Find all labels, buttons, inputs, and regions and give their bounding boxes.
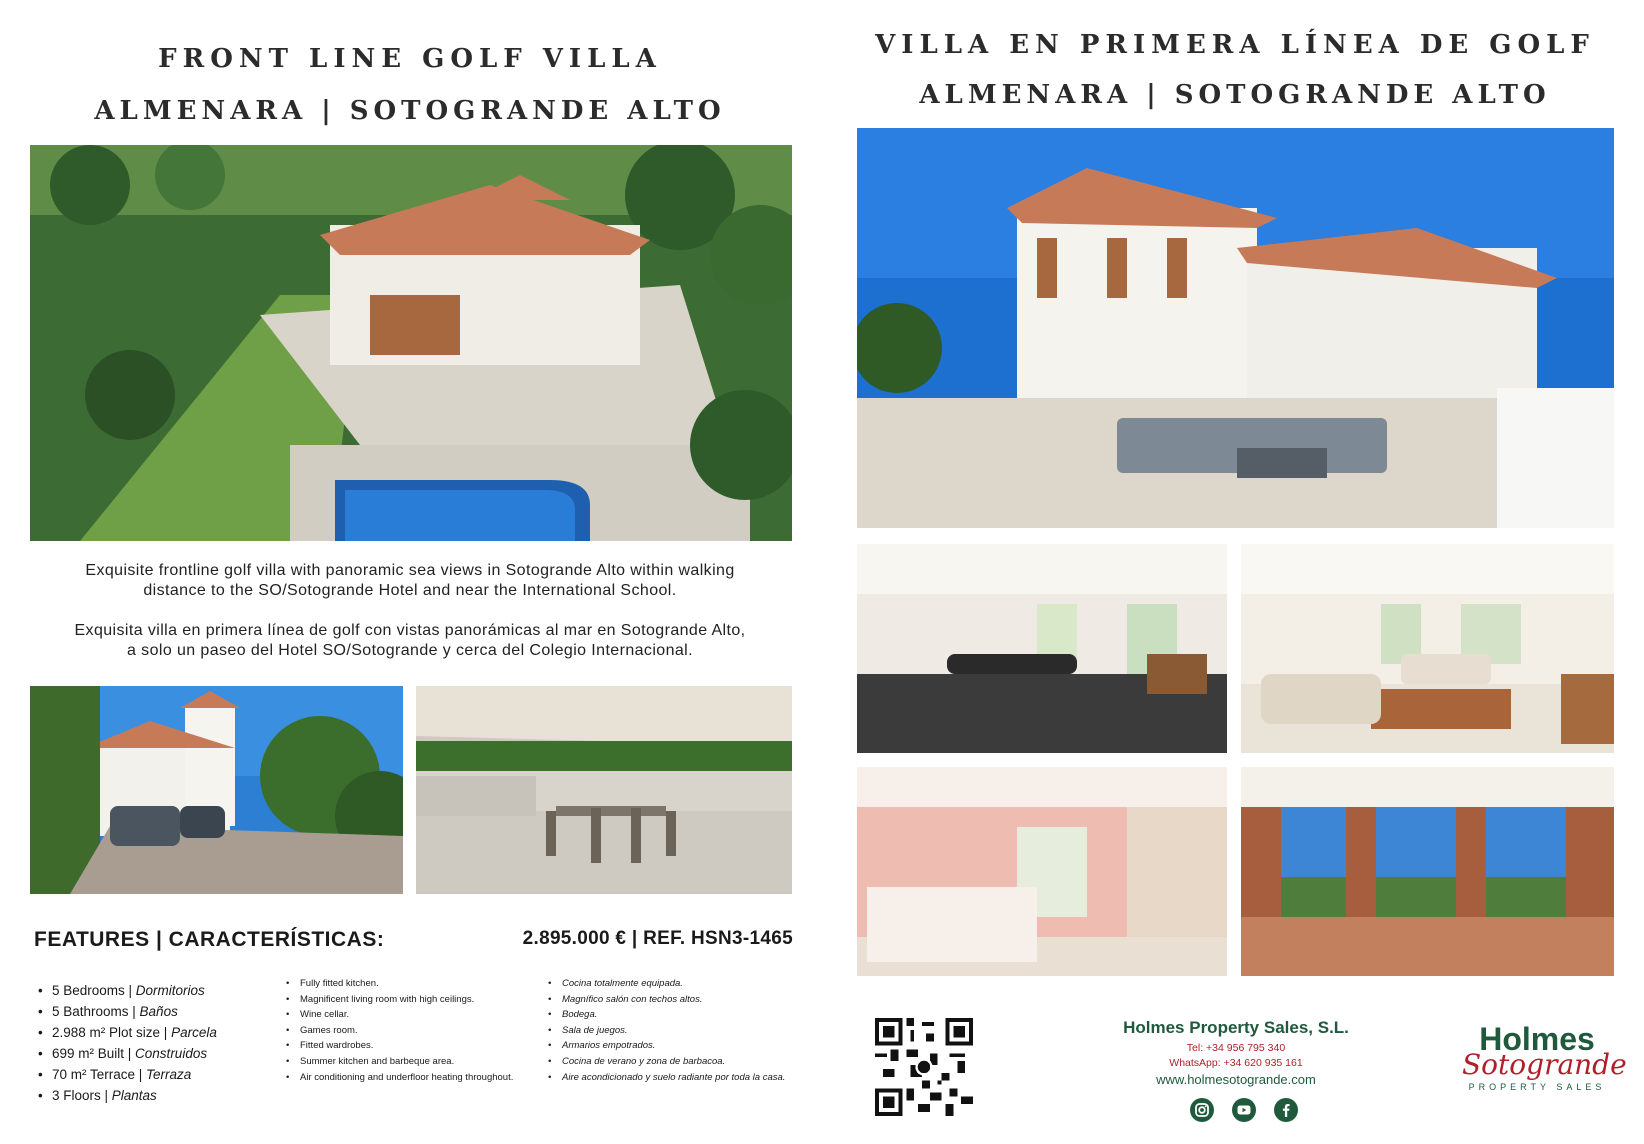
qr-code[interactable] bbox=[875, 1018, 973, 1116]
features-title: FEATURES | CARACTERÍSTICAS: bbox=[34, 928, 385, 951]
english-features-list bbox=[286, 976, 526, 1085]
list-item: • Cocina de verano y zona de barbacoa. bbox=[548, 1054, 788, 1070]
villa-exterior-photo bbox=[857, 128, 1614, 528]
bedroom-photo bbox=[857, 767, 1227, 976]
agency-whatsapp[interactable]: WhatsApp: +34 620 935 161 bbox=[1169, 1057, 1303, 1069]
price-ref: 2.895.000 € | REF. HSN3-1465 bbox=[522, 928, 793, 949]
list-item: • Fully fitted kitchen. bbox=[286, 976, 526, 992]
feature-built: • 699 m² Built | Construidos bbox=[38, 1043, 268, 1064]
youtube-icon[interactable] bbox=[1232, 1098, 1256, 1122]
instagram-icon[interactable] bbox=[1190, 1098, 1214, 1122]
feature-bedrooms: • 5 Bedrooms | Dormitorios bbox=[38, 980, 268, 1001]
holmes-sotogrande-logo bbox=[1462, 1021, 1627, 1102]
description-es-line1: Exquisita villa en primera línea de golf con vistas panorámicas al mar en Sotogrande Alto, bbox=[74, 622, 746, 639]
terrace-dining-photo bbox=[416, 686, 792, 894]
living-room-photo bbox=[1241, 544, 1614, 753]
list-item: • Air conditioning and underfloor heating throughout. bbox=[286, 1070, 526, 1086]
agency-website-link[interactable]: www.holmesotogrande.com bbox=[1156, 1072, 1316, 1087]
feature-plot: • 2.988 m² Plot size | Parcela bbox=[38, 1022, 268, 1043]
agency-name: Holmes Property Sales, S.L. bbox=[1123, 1018, 1349, 1037]
logo-line1: Holmes bbox=[1479, 1021, 1595, 1057]
title-en-line2: ALMENARA | SOTOGRANDE ALTO bbox=[94, 96, 726, 126]
main-features-list bbox=[38, 980, 268, 1106]
description-en-line2: distance to the SO/Sotogrande Hotel and near the International School. bbox=[143, 582, 677, 599]
arched-terrace-photo bbox=[1241, 767, 1614, 976]
agency-phone[interactable]: Tel: +34 956 795 340 bbox=[1186, 1042, 1286, 1054]
title-en-line1: FRONT LINE GOLF VILLA bbox=[158, 44, 662, 74]
list-item: • Armarios empotrados. bbox=[548, 1038, 788, 1054]
feature-bathrooms: • 5 Bathrooms | Baños bbox=[38, 1001, 268, 1022]
title-es-line1: VILLA EN PRIMERA LÍNEA DE GOLF bbox=[875, 30, 1595, 60]
feature-terrace: • 70 m² Terrace | Terraza bbox=[38, 1064, 268, 1085]
list-item: • Fitted wardrobes. bbox=[286, 1038, 526, 1054]
spanish-features-list bbox=[548, 976, 788, 1085]
facebook-icon[interactable] bbox=[1274, 1098, 1298, 1122]
list-item: • Sala de juegos. bbox=[548, 1023, 788, 1039]
logo-line3: PROPERTY SALES bbox=[1468, 1082, 1606, 1092]
description-en-line1: Exquisite frontline golf villa with panoramic sea views in Sotogrande Alto within walking bbox=[85, 562, 735, 579]
list-item: • Magnífico salón con techos altos. bbox=[548, 992, 788, 1008]
driveway-photo bbox=[30, 686, 403, 894]
list-item: • Bodega. bbox=[548, 1007, 788, 1023]
list-item: • Games room. bbox=[286, 1023, 526, 1039]
logo-line2: Sotogrande bbox=[1462, 1048, 1627, 1081]
description-en bbox=[30, 561, 790, 601]
title-es-line2: ALMENARA | SOTOGRANDE ALTO bbox=[919, 80, 1551, 110]
kitchen-dining-photo bbox=[857, 544, 1227, 753]
description-es bbox=[30, 621, 790, 661]
aerial-villa-photo bbox=[30, 145, 792, 541]
feature-floors: • 3 Floors | Plantas bbox=[38, 1085, 268, 1106]
list-item: • Magnificent living room with high ceilings. bbox=[286, 992, 526, 1008]
list-item: • Wine cellar. bbox=[286, 1007, 526, 1023]
list-item: • Aire acondicionado y suelo radiante por toda la casa. bbox=[548, 1070, 788, 1086]
list-item: • Summer kitchen and barbeque area. bbox=[286, 1054, 526, 1070]
list-item: • Cocina totalmente equipada. bbox=[548, 976, 788, 992]
description-es-line2: a solo un paseo del Hotel SO/Sotogrande y cerca del Colegio Internacional. bbox=[127, 642, 693, 659]
